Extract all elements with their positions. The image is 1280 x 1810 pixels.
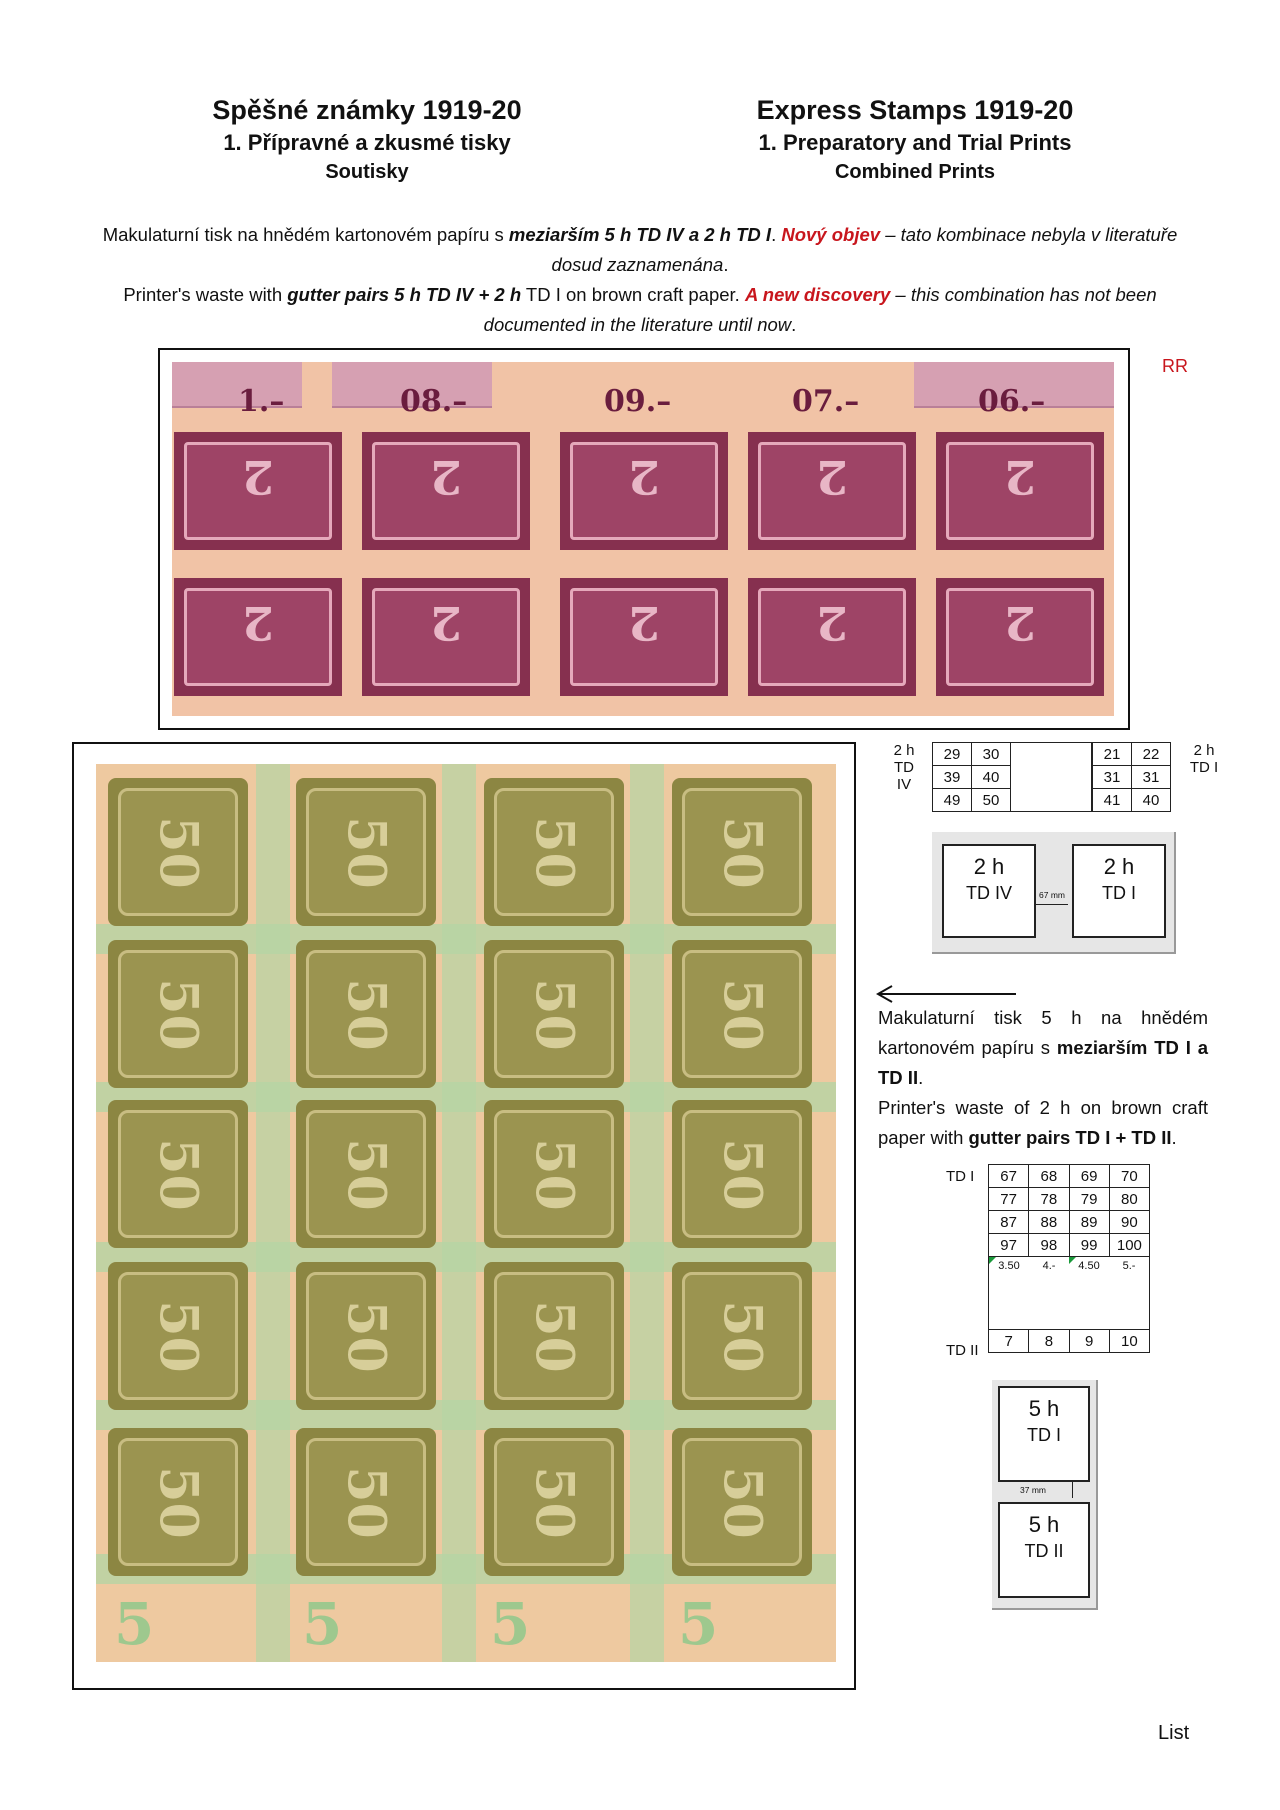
grid-cell: 40 xyxy=(972,766,1011,789)
margin-figure: 09.– xyxy=(604,384,672,419)
grid-cell: 31 xyxy=(1132,766,1171,789)
gap-arrow xyxy=(1072,1482,1073,1498)
grid-cell: 40 xyxy=(1132,789,1171,812)
czech-header xyxy=(157,92,577,186)
grid-cell: 30 xyxy=(972,743,1011,766)
english-header xyxy=(705,92,1125,186)
grid-cell: 7 xyxy=(989,1330,1029,1353)
grid-cell: 67 xyxy=(989,1165,1029,1188)
desc-en-bold: gutter pairs TD I + TD II xyxy=(968,1127,1172,1148)
violet-stamp xyxy=(936,578,1104,696)
new-find-cz: Nový objev xyxy=(781,224,881,245)
violet-stamp-sheet xyxy=(172,362,1114,716)
grid-cell: 50 xyxy=(972,789,1011,812)
olive-stamp-sheet xyxy=(96,764,836,1662)
price-value: 3.50 xyxy=(998,1260,1020,1272)
right-value: 2 h xyxy=(1193,742,1215,759)
grid-cell: 22 xyxy=(1132,743,1171,766)
violet-stamp xyxy=(748,432,916,550)
grid-cell: 41 xyxy=(1093,789,1132,812)
left-value: 2 h xyxy=(893,742,915,759)
olive-stamp xyxy=(484,1262,624,1410)
intro-en-emphasis: gutter pairs 5 h TD IV + 2 h xyxy=(287,284,522,305)
box-td: TD II xyxy=(1024,1541,1064,1561)
box-td: TD IV xyxy=(965,883,1012,903)
green-offset-column xyxy=(256,764,290,1662)
grid-cell: 69 xyxy=(1069,1165,1109,1188)
green-offset-column xyxy=(442,764,476,1662)
olive-stamp xyxy=(108,940,248,1088)
olive-stamp xyxy=(296,940,436,1088)
grid-cell: 39 xyxy=(933,766,972,789)
green-corner-marker xyxy=(989,1257,996,1264)
intro-english xyxy=(80,280,1200,340)
box-value: 5 h xyxy=(1028,1512,1060,1537)
desc-cz-bold: meziarším TD I a TD II xyxy=(878,1037,1208,1088)
grid-cell: 90 xyxy=(1109,1211,1149,1234)
desc-en-part: Printer's waste of 2 h on brown craft paper with xyxy=(878,1097,1208,1148)
olive-stamp xyxy=(672,778,812,926)
desc-cz-part: Makulaturní tisk 5 h na hnědém kartonovém papíru s xyxy=(878,1007,1208,1058)
box-value: 5 h xyxy=(1028,1396,1060,1421)
grid-cell: 89 xyxy=(1069,1211,1109,1234)
box-td: TD I xyxy=(1102,883,1136,903)
price-label: 5.- xyxy=(1122,1260,1136,1272)
gutter-cell xyxy=(1011,743,1092,766)
intro-czech xyxy=(80,220,1200,280)
olive-stamp xyxy=(296,1100,436,1248)
arrow-left-icon xyxy=(874,984,1018,1004)
stamp-box-left xyxy=(942,844,1036,938)
stamp-box-top xyxy=(998,1386,1090,1482)
grid-cell: 98 xyxy=(1029,1234,1069,1257)
gap-measure: 37 mm xyxy=(1020,1485,1046,1495)
price-row xyxy=(989,1257,1149,1273)
olive-stamp xyxy=(484,1428,624,1576)
intro-cz-emphasis: meziarším 5 h TD IV a 2 h TD I xyxy=(508,224,772,245)
green-five-figure: 5 xyxy=(678,1590,719,1658)
grid-cell: 77 xyxy=(989,1188,1029,1211)
gap-arrow xyxy=(1036,904,1068,905)
czech-subtitle: 1. Přípravné a zkusmé tisky xyxy=(223,130,511,155)
box-value: 2 h xyxy=(973,854,1005,879)
intro-cz-part: . xyxy=(771,224,782,245)
olive-stamp xyxy=(296,1262,436,1410)
intro-cz-part: . xyxy=(723,254,729,275)
price-value: 4.50 xyxy=(1078,1260,1100,1272)
grid-cell: 80 xyxy=(1109,1188,1149,1211)
olive-stamp xyxy=(296,1428,436,1576)
czech-section: Soutisky xyxy=(325,161,409,183)
intro-text xyxy=(80,220,1200,340)
green-corner-marker xyxy=(1069,1257,1076,1264)
green-five-figure: 5 xyxy=(114,1590,155,1658)
price-label: 4.- xyxy=(1042,1260,1056,1272)
diagram1-right-label xyxy=(1186,742,1222,776)
gutter-pair-vertical xyxy=(992,1380,1098,1610)
margin-figure: 07.– xyxy=(792,384,860,419)
grid-cell: 97 xyxy=(989,1234,1029,1257)
grid-cell: 100 xyxy=(1109,1234,1149,1257)
english-section: Combined Prints xyxy=(834,161,995,183)
olive-sheet-frame xyxy=(72,742,856,1690)
gutter-margin xyxy=(989,1257,1150,1330)
intro-en-italic: – this combination has not been documented in the literature until now xyxy=(483,284,1157,335)
english-subtitle: 1. Preparatory and Trial Prints xyxy=(758,130,1072,155)
green-five-figure: 5 xyxy=(490,1590,531,1658)
grid-cell: 78 xyxy=(1029,1188,1069,1211)
diagram2-bottom-label: TD II xyxy=(946,1342,979,1359)
violet-stamp xyxy=(174,578,342,696)
grid-cell: 8 xyxy=(1029,1330,1069,1353)
grid-cell: 29 xyxy=(933,743,972,766)
description-text xyxy=(878,1003,1208,1153)
rarity-label: RR xyxy=(1162,356,1188,376)
diagram1-left-label xyxy=(888,742,920,793)
english-title: Express Stamps 1919-20 xyxy=(756,95,1074,125)
diagram2-grid xyxy=(988,1164,1150,1353)
violet-stamp xyxy=(936,432,1104,550)
grid-cell: 21 xyxy=(1093,743,1132,766)
intro-en-part: Printer's waste with xyxy=(123,284,288,305)
grid-cell: 79 xyxy=(1069,1188,1109,1211)
price-label xyxy=(989,1259,1029,1273)
left-td: TD IV xyxy=(894,759,914,793)
green-five-figure: 5 xyxy=(302,1590,343,1658)
olive-stamp xyxy=(672,1262,812,1410)
gap-measure: 67 mm xyxy=(1039,890,1065,900)
intro-cz-italic: – tato kombinace nebyla v literatuře dosud zaznamenána xyxy=(551,224,1178,275)
grid-cell: 31 xyxy=(1093,766,1132,789)
violet-stamp xyxy=(560,578,728,696)
box-value: 2 h xyxy=(1103,854,1135,879)
olive-stamp xyxy=(296,778,436,926)
violet-stamp xyxy=(362,578,530,696)
gutter-pair-horizontal xyxy=(932,832,1176,954)
margin-figure: 06.– xyxy=(978,384,1046,419)
desc-cz-part: . xyxy=(918,1067,924,1088)
diagram2-top-label: TD I xyxy=(946,1168,975,1185)
gutter-cell xyxy=(1011,789,1092,812)
olive-stamp xyxy=(484,940,624,1088)
box-td: TD I xyxy=(1027,1425,1061,1445)
grid-cell: 9 xyxy=(1069,1330,1109,1353)
olive-stamp xyxy=(672,1428,812,1576)
grid-cell: 49 xyxy=(933,789,972,812)
violet-stamp xyxy=(174,432,342,550)
grid-cell: 70 xyxy=(1109,1165,1149,1188)
diagram1-right-grid xyxy=(1092,742,1171,812)
olive-stamp xyxy=(108,1262,248,1410)
grid-cell: 87 xyxy=(989,1211,1029,1234)
price-label xyxy=(1069,1259,1109,1273)
right-td: TD I xyxy=(1189,759,1219,776)
stamp-box-right xyxy=(1072,844,1166,938)
margin-figure: 08.– xyxy=(400,384,468,419)
olive-stamp xyxy=(484,778,624,926)
desc-en-part: . xyxy=(1171,1127,1177,1148)
grid-cell: 99 xyxy=(1069,1234,1109,1257)
description-english xyxy=(878,1093,1208,1153)
description-czech xyxy=(878,1003,1208,1093)
violet-stamp xyxy=(560,432,728,550)
grid-cell: 68 xyxy=(1029,1165,1069,1188)
grid-cell: 10 xyxy=(1109,1330,1149,1353)
gutter-cell xyxy=(1011,766,1092,789)
czech-title: Spěšné známky 1919-20 xyxy=(212,95,522,125)
violet-sheet-frame xyxy=(158,348,1130,730)
grid-cell: 88 xyxy=(1029,1211,1069,1234)
stamp-box-bottom xyxy=(998,1502,1090,1598)
new-find-en: A new discovery xyxy=(744,284,891,305)
intro-cz-part: Makulaturní tisk na hnědém kartonovém papíru s xyxy=(102,224,509,245)
olive-stamp xyxy=(108,778,248,926)
olive-stamp xyxy=(108,1100,248,1248)
violet-stamp xyxy=(748,578,916,696)
diagram1-left-grid xyxy=(932,742,1092,812)
olive-stamp xyxy=(672,1100,812,1248)
margin-figure: 1.– xyxy=(238,384,285,419)
intro-en-part: TD I on brown craft paper. xyxy=(521,284,745,305)
intro-en-part: . xyxy=(791,314,797,335)
green-offset-column xyxy=(630,764,664,1662)
page-footer: List xyxy=(1158,1722,1190,1744)
violet-stamp xyxy=(362,432,530,550)
olive-stamp xyxy=(484,1100,624,1248)
olive-stamp xyxy=(108,1428,248,1576)
olive-stamp xyxy=(672,940,812,1088)
